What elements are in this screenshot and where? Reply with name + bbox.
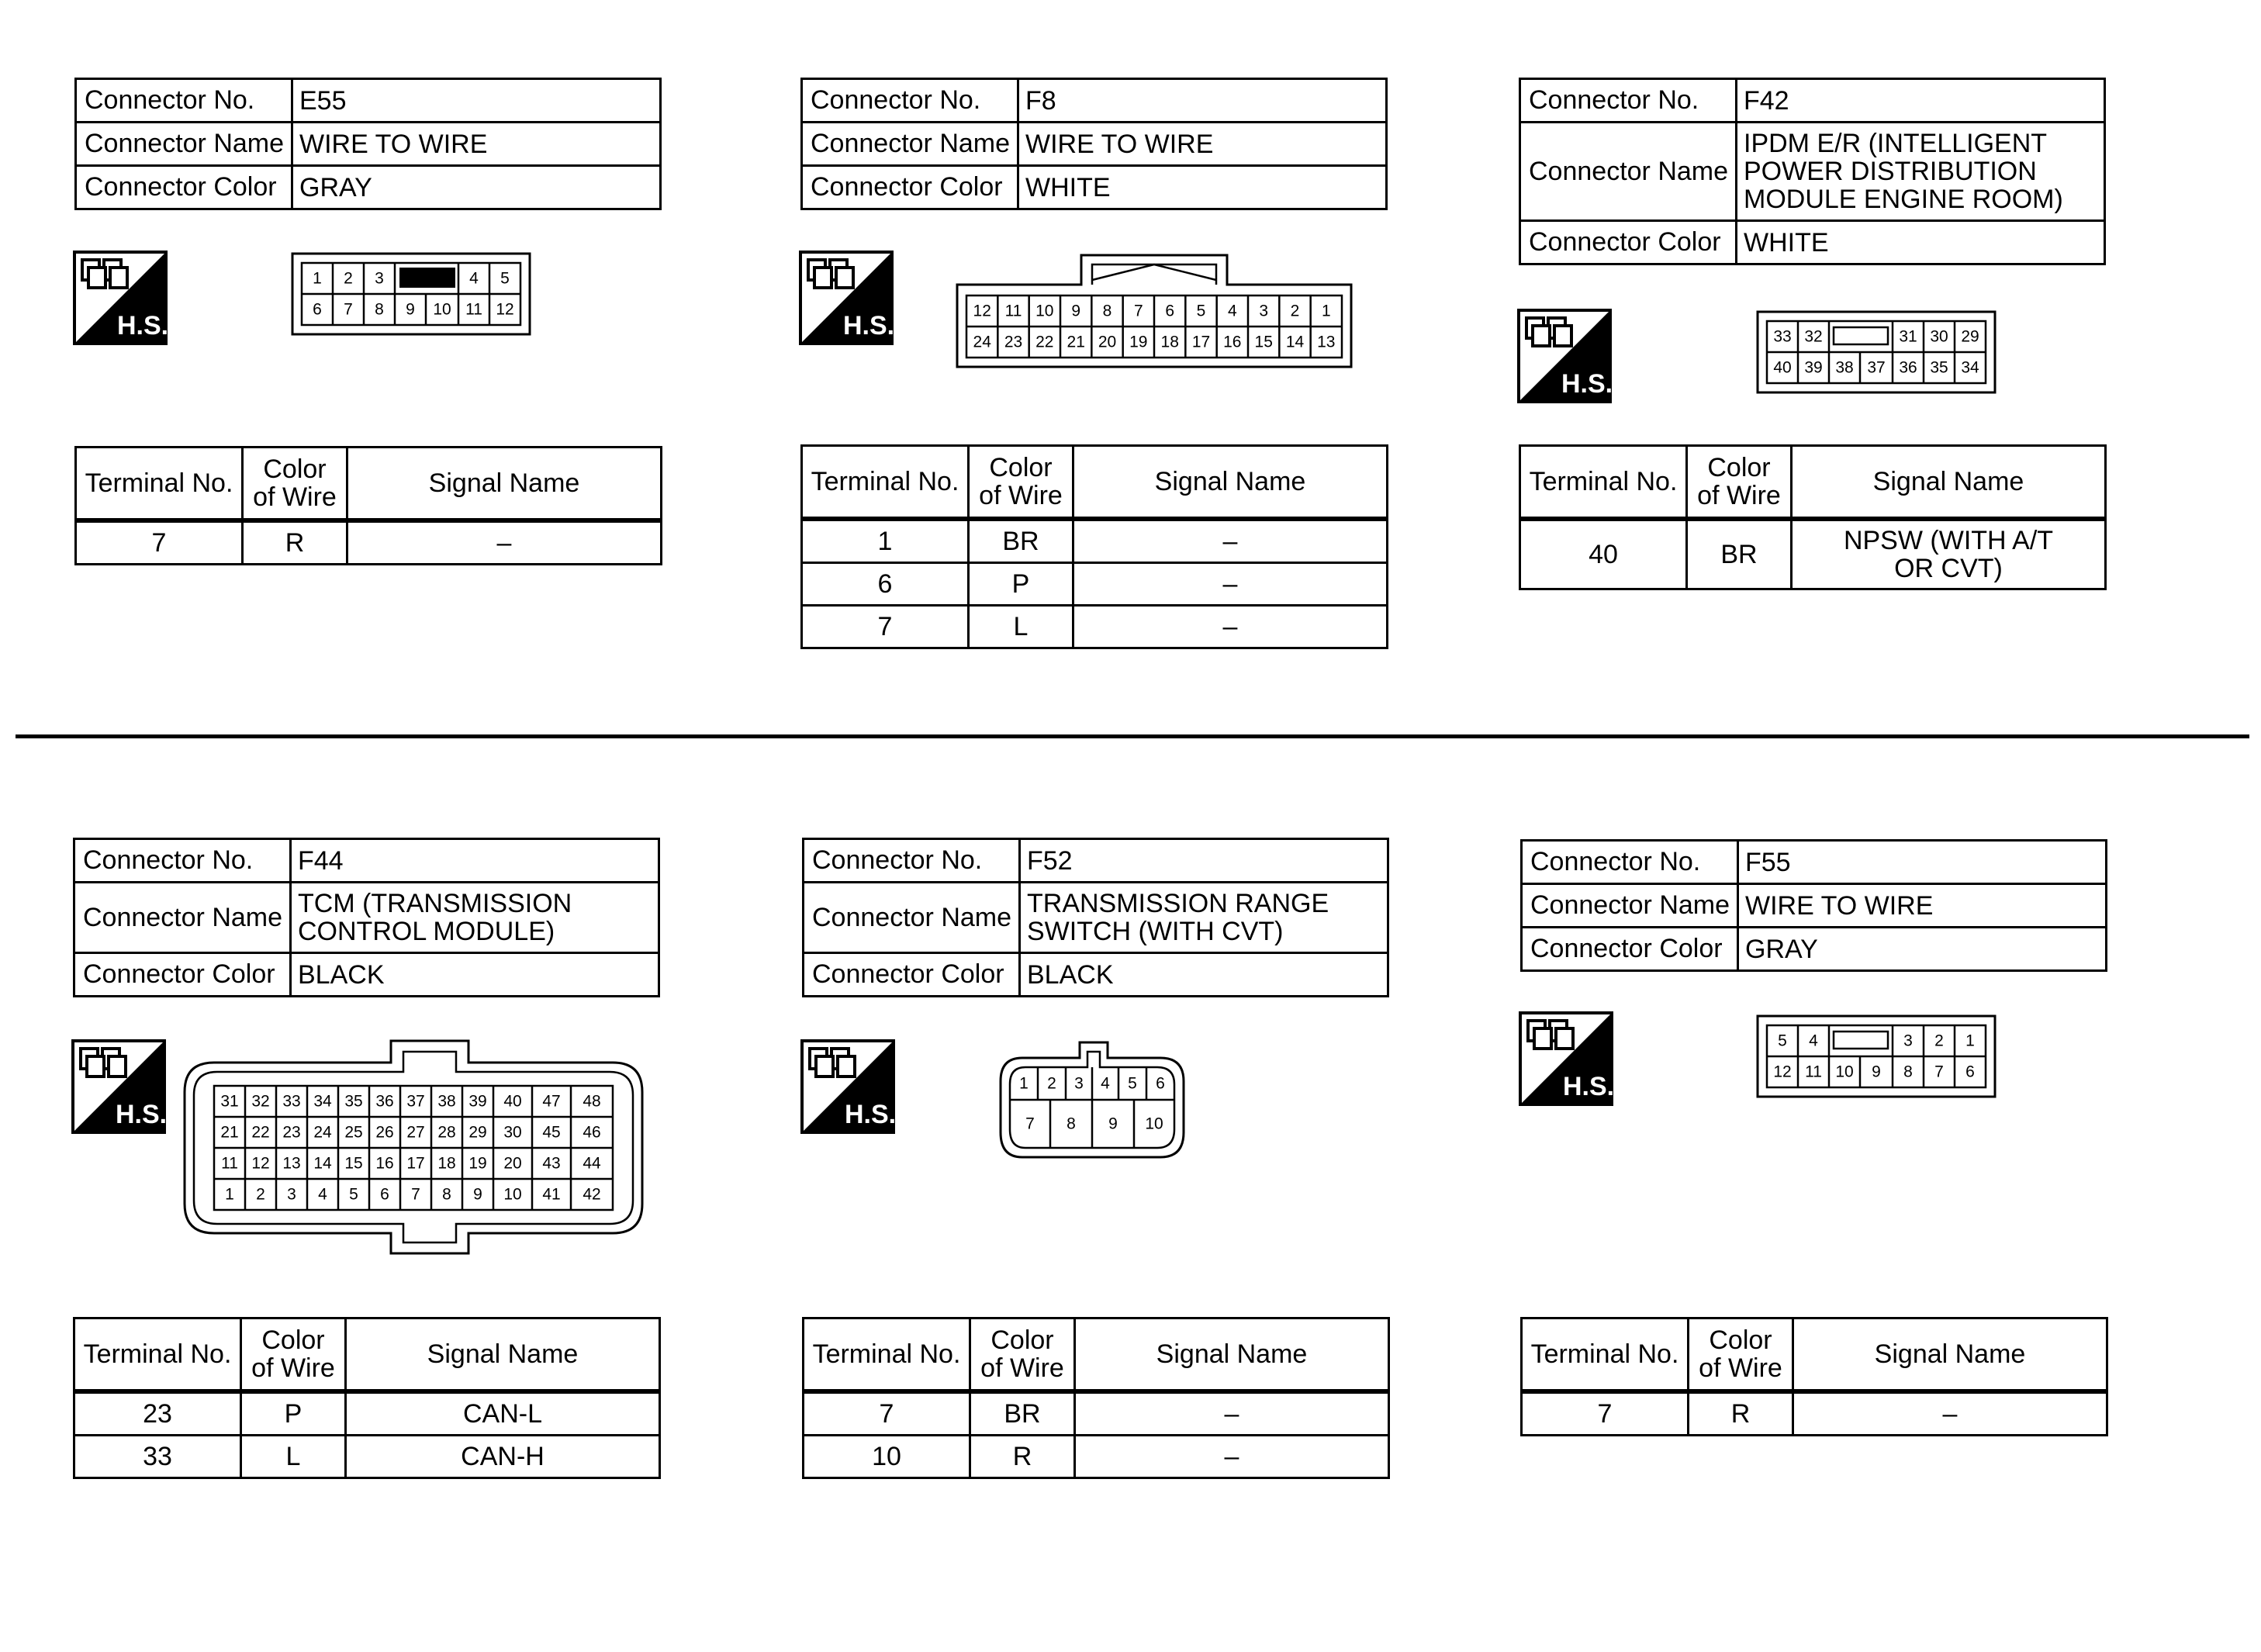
pin-label: 8 [375, 300, 384, 319]
terminal-cell: 7 [804, 1391, 970, 1436]
pin-label: 1 [1019, 1074, 1029, 1093]
connector-color-value: WHITE [1737, 221, 2105, 264]
pin-label: 23 [282, 1123, 301, 1142]
pin-label: 12 [1773, 1063, 1792, 1081]
terminal-cell: 10 [804, 1436, 970, 1478]
hs-label: H.S. [842, 311, 895, 340]
pin-label: 14 [313, 1154, 332, 1173]
pin-label: 17 [406, 1154, 425, 1173]
pin-label: 20 [1098, 333, 1117, 351]
connector-name-value: IPDM E/R (INTELLIGENT POWER DISTRIBUTION MODULE ENGINE ROOM) [1737, 123, 2105, 221]
wire-color-cell: BR [1687, 519, 1792, 589]
pin-label: 7 [411, 1185, 420, 1204]
signal-name-header: Signal Name [1073, 446, 1388, 520]
pin-label: 4 [469, 269, 479, 288]
pin-label: 5 [349, 1185, 358, 1204]
pin-label: 35 [1930, 358, 1948, 377]
pin-label: 17 [1191, 333, 1211, 351]
terminal-cell: 33 [74, 1436, 241, 1478]
signal-cell: – [1073, 519, 1388, 563]
pin-label: 12 [251, 1154, 270, 1173]
pin-label: 37 [406, 1092, 425, 1111]
connector-info-table [73, 838, 660, 997]
pin-label: 3 [1259, 302, 1269, 320]
connector-no-label: Connector No. [804, 839, 1020, 883]
pin-label: 38 [437, 1092, 456, 1111]
terminal-no-header: Terminal No. [76, 448, 243, 521]
pin-label: 9 [406, 300, 415, 319]
signal-cell: – [1073, 563, 1388, 606]
pin-label: 5 [1128, 1074, 1137, 1093]
wire-color-cell: P [241, 1391, 346, 1436]
connector-face-f8 [956, 254, 1353, 368]
connector-panel-f8 [800, 78, 1388, 210]
wire-color-cell: L [241, 1436, 346, 1478]
pin-label: 9 [1108, 1115, 1118, 1133]
pin-label: 31 [220, 1092, 239, 1111]
pin-label: 6 [1165, 302, 1175, 320]
connector-name-label: Connector Name [804, 883, 1020, 953]
signal-name-header: Signal Name [1793, 1318, 2107, 1392]
pin-label: 19 [468, 1154, 487, 1173]
table-row [1522, 1391, 2107, 1436]
connector-color-label: Connector Color [1520, 221, 1737, 264]
signal-name-header: Signal Name [347, 448, 662, 521]
terminal-table-e55-wrap [74, 446, 662, 565]
pin-label: 24 [973, 333, 991, 351]
terminal-table [74, 446, 662, 565]
connector-info-table [800, 78, 1388, 210]
signal-cell: CAN-H [346, 1436, 660, 1478]
connector-color-label: Connector Color [76, 166, 292, 209]
connector-face-f52 [999, 1041, 1185, 1159]
color-of-wire-header: Color of Wire [969, 446, 1073, 520]
pin-label: 8 [1903, 1063, 1913, 1081]
harness-side-icon [73, 1041, 168, 1132]
pin-label: 30 [503, 1123, 522, 1142]
connector-name-label: Connector Name [802, 123, 1018, 166]
pin-label: 24 [313, 1123, 332, 1142]
pin-label: 12 [496, 300, 514, 319]
connector-color-label: Connector Color [802, 166, 1018, 209]
connector-face-f44 [183, 1039, 644, 1255]
terminal-table-f42-wrap [1519, 444, 2107, 590]
hs-label: H.S. [1561, 369, 1613, 399]
terminal-table [1519, 444, 2107, 590]
connector-no-value: F42 [1737, 79, 2105, 123]
color-of-wire-header: Color of Wire [1687, 446, 1792, 520]
pin-label: 40 [1773, 358, 1792, 377]
pin-label: 34 [1961, 358, 1979, 377]
connector-no-label: Connector No. [1520, 79, 1737, 123]
connector-color-value: BLACK [1020, 953, 1388, 997]
connector-no-value: F52 [1020, 839, 1388, 883]
connector-no-value: F44 [291, 839, 659, 883]
pin-label: 34 [313, 1092, 332, 1111]
pin-label: 7 [1133, 302, 1143, 320]
table-row [74, 1436, 660, 1478]
connector-name-value: TCM (TRANSMISSION CONTROL MODULE) [291, 883, 659, 953]
signal-cell: – [1073, 606, 1388, 648]
terminal-table [800, 444, 1388, 649]
terminal-table [1520, 1317, 2108, 1436]
pin-label: 16 [375, 1154, 394, 1173]
signal-cell: NPSW (WITH A/T OR CVT) [1792, 519, 2106, 589]
terminal-cell: 23 [74, 1391, 241, 1436]
connector-no-label: Connector No. [1522, 841, 1738, 884]
harness-side-icon [800, 252, 895, 344]
terminal-cell: 7 [802, 606, 969, 648]
pin-label: 11 [221, 1154, 238, 1173]
connector-name-label: Connector Name [76, 123, 292, 166]
wire-color-cell: BR [970, 1391, 1075, 1436]
pin-label: 14 [1285, 333, 1305, 351]
connector-color-value: BLACK [291, 953, 659, 997]
connector-panel-f42 [1519, 78, 2106, 265]
pin-label: 2 [1290, 302, 1300, 320]
wire-color-cell: R [243, 520, 347, 565]
pin-label: 8 [442, 1185, 451, 1204]
connector-panel-e55 [74, 78, 662, 210]
terminal-no-header: Terminal No. [74, 1318, 241, 1392]
pin-label: 40 [503, 1092, 522, 1111]
color-of-wire-header: Color of Wire [241, 1318, 346, 1392]
pin-label: 48 [583, 1092, 601, 1111]
pin-label: 18 [1160, 333, 1179, 351]
pin-label: 41 [542, 1185, 561, 1204]
pin-label: 7 [1025, 1115, 1035, 1133]
connector-name-value: WIRE TO WIRE [1018, 123, 1387, 166]
pin-label: 6 [313, 300, 322, 319]
connector-color-value: GRAY [1738, 928, 2107, 971]
hs-label: H.S. [844, 1100, 897, 1129]
pin-label: 33 [282, 1092, 301, 1111]
pin-label: 1 [1321, 302, 1331, 320]
pin-label: 19 [1129, 333, 1148, 351]
pin-label: 47 [542, 1092, 561, 1111]
terminal-cell: 6 [802, 563, 969, 606]
pin-label: 27 [406, 1123, 425, 1142]
pin-label: 6 [380, 1185, 389, 1204]
table-row [802, 606, 1388, 648]
table-row [74, 1391, 660, 1436]
pin-label: 25 [344, 1123, 363, 1142]
pin-label: 44 [583, 1154, 601, 1173]
pin-label: 35 [344, 1092, 363, 1111]
hs-label: H.S. [116, 311, 169, 340]
harness-side-icon [802, 1041, 897, 1132]
pin-label: 45 [542, 1123, 561, 1142]
table-row [804, 1391, 1389, 1436]
signal-cell: – [347, 520, 662, 565]
terminal-table [73, 1317, 661, 1479]
section-divider [16, 734, 2249, 738]
connector-name-label: Connector Name [74, 883, 291, 953]
connector-face-e55 [291, 252, 531, 336]
terminal-table-f8-wrap [800, 444, 1388, 649]
pin-label: 5 [1778, 1032, 1787, 1050]
pin-label: 21 [1067, 333, 1085, 351]
pin-label: 4 [1809, 1032, 1818, 1050]
pin-label: 2 [1934, 1032, 1944, 1050]
connector-name-value: WIRE TO WIRE [1738, 884, 2107, 928]
pin-label: 21 [220, 1123, 239, 1142]
table-row [802, 519, 1388, 563]
pin-label: 2 [256, 1185, 265, 1204]
pin-label: 3 [287, 1185, 296, 1204]
pin-label: 32 [1804, 327, 1823, 346]
connector-name-label: Connector Name [1522, 884, 1738, 928]
pin-label: 4 [318, 1185, 327, 1204]
wire-color-cell: P [969, 563, 1073, 606]
terminal-no-header: Terminal No. [1520, 446, 1687, 520]
connector-info-table [1520, 839, 2107, 972]
color-of-wire-header: Color of Wire [1689, 1318, 1793, 1392]
pin-label: 46 [583, 1123, 601, 1142]
pin-label: 9 [473, 1185, 482, 1204]
terminal-table-f52-wrap [802, 1317, 1390, 1479]
wire-color-cell: R [1689, 1391, 1793, 1436]
pin-label: 29 [1961, 327, 1979, 346]
connector-color-value: WHITE [1018, 166, 1387, 209]
signal-cell: – [1075, 1436, 1389, 1478]
connector-name-value: TRANSMISSION RANGE SWITCH (WITH CVT) [1020, 883, 1388, 953]
connector-color-value: GRAY [292, 166, 661, 209]
pin-label: 16 [1223, 333, 1242, 351]
connector-name-value: WIRE TO WIRE [292, 123, 661, 166]
connector-color-label: Connector Color [1522, 928, 1738, 971]
connector-info-table [1519, 78, 2106, 265]
harness-side-icon [74, 252, 169, 344]
color-of-wire-header: Color of Wire [970, 1318, 1075, 1392]
connector-panel-f44 [73, 838, 660, 997]
pin-label: 1 [1965, 1032, 1975, 1050]
pin-label: 31 [1899, 327, 1917, 346]
pin-label: 15 [344, 1154, 363, 1173]
signal-name-header: Signal Name [346, 1318, 660, 1392]
pin-label: 5 [500, 269, 510, 288]
pin-label: 1 [225, 1185, 234, 1204]
pin-label: 10 [1145, 1115, 1163, 1133]
pin-label: 10 [1835, 1063, 1854, 1081]
connector-no-value: F55 [1738, 841, 2107, 884]
hs-label: H.S. [1562, 1072, 1615, 1101]
pin-label: 23 [1004, 333, 1023, 351]
pin-label: 13 [1317, 333, 1336, 351]
connector-no-label: Connector No. [76, 79, 292, 123]
pin-label: 4 [1227, 302, 1237, 320]
connector-panel-f55 [1520, 839, 2107, 972]
pin-label: 7 [344, 300, 353, 319]
table-row [804, 1436, 1389, 1478]
pin-label: 1 [313, 269, 322, 288]
wire-color-cell: L [969, 606, 1073, 648]
pin-label: 11 [465, 300, 482, 319]
pin-label: 39 [468, 1092, 487, 1111]
wire-color-cell: R [970, 1436, 1075, 1478]
connector-info-table [74, 78, 662, 210]
signal-cell: CAN-L [346, 1391, 660, 1436]
pin-label: 10 [503, 1185, 522, 1204]
terminal-table [802, 1317, 1390, 1479]
pin-label: 20 [503, 1154, 522, 1173]
connector-color-label: Connector Color [804, 953, 1020, 997]
pin-label: 33 [1773, 327, 1792, 346]
pin-label: 6 [1965, 1063, 1975, 1081]
pin-label: 3 [375, 269, 384, 288]
pin-label: 18 [437, 1154, 456, 1173]
connector-no-label: Connector No. [74, 839, 291, 883]
color-of-wire-header: Color of Wire [243, 448, 347, 521]
pin-label: 2 [1047, 1074, 1056, 1093]
pin-label: 10 [1035, 302, 1054, 320]
harness-side-icon [1520, 1013, 1615, 1104]
hs-label: H.S. [115, 1100, 168, 1129]
pin-label: 3 [1903, 1032, 1913, 1050]
connector-color-label: Connector Color [74, 953, 291, 997]
pin-label: 22 [251, 1123, 270, 1142]
pin-label: 3 [1074, 1074, 1084, 1093]
signal-cell: – [1075, 1391, 1389, 1436]
connector-name-label: Connector Name [1520, 123, 1737, 221]
pin-label: 28 [437, 1123, 456, 1142]
pin-label: 12 [973, 302, 991, 320]
pin-label: 5 [1196, 302, 1206, 320]
harness-side-icon [1519, 310, 1613, 402]
table-row [76, 520, 662, 565]
connector-no-label: Connector No. [802, 79, 1018, 123]
pin-label: 13 [282, 1154, 301, 1173]
connector-face-f55 [1756, 1014, 1997, 1098]
pin-label: 29 [468, 1123, 487, 1142]
terminal-cell: 7 [76, 520, 243, 565]
terminal-cell: 1 [802, 519, 969, 563]
pin-label: 8 [1102, 302, 1112, 320]
terminal-table-f55-wrap [1520, 1317, 2108, 1436]
connector-panel-f52 [802, 838, 1389, 997]
connector-face-f42 [1756, 310, 1997, 394]
terminal-cell: 40 [1520, 519, 1687, 589]
pin-label: 22 [1035, 333, 1054, 351]
signal-name-header: Signal Name [1075, 1318, 1389, 1392]
pin-label: 15 [1254, 333, 1273, 351]
pin-label: 7 [1934, 1063, 1944, 1081]
connector-no-value: F8 [1018, 79, 1387, 123]
pin-label: 36 [1899, 358, 1917, 377]
pin-label: 26 [375, 1123, 394, 1142]
pin-label: 10 [433, 300, 451, 319]
terminal-table-f44-wrap [73, 1317, 661, 1479]
pin-label: 43 [542, 1154, 561, 1173]
connector-no-value: E55 [292, 79, 661, 123]
pin-label: 39 [1804, 358, 1823, 377]
pin-label: 9 [1071, 302, 1081, 320]
table-row [802, 563, 1388, 606]
terminal-cell: 7 [1522, 1391, 1689, 1436]
pin-label: 32 [251, 1092, 270, 1111]
connector-info-table [802, 838, 1389, 997]
pin-label: 36 [375, 1092, 394, 1111]
table-row [1520, 519, 2106, 589]
pin-label: 6 [1156, 1074, 1165, 1093]
pin-label: 9 [1872, 1063, 1881, 1081]
wire-color-cell: BR [969, 519, 1073, 563]
pin-label: 4 [1101, 1074, 1110, 1093]
signal-cell: – [1793, 1391, 2107, 1436]
terminal-no-header: Terminal No. [804, 1318, 970, 1392]
terminal-no-header: Terminal No. [802, 446, 969, 520]
pin-label: 42 [583, 1185, 601, 1204]
pin-label: 11 [1805, 1063, 1822, 1081]
terminal-no-header: Terminal No. [1522, 1318, 1689, 1392]
pin-label: 11 [1004, 302, 1022, 320]
signal-name-header: Signal Name [1792, 446, 2106, 520]
pin-label: 30 [1930, 327, 1948, 346]
pin-label: 8 [1067, 1115, 1076, 1133]
pin-label: 2 [344, 269, 353, 288]
pin-label: 37 [1867, 358, 1886, 377]
pin-label: 38 [1835, 358, 1854, 377]
